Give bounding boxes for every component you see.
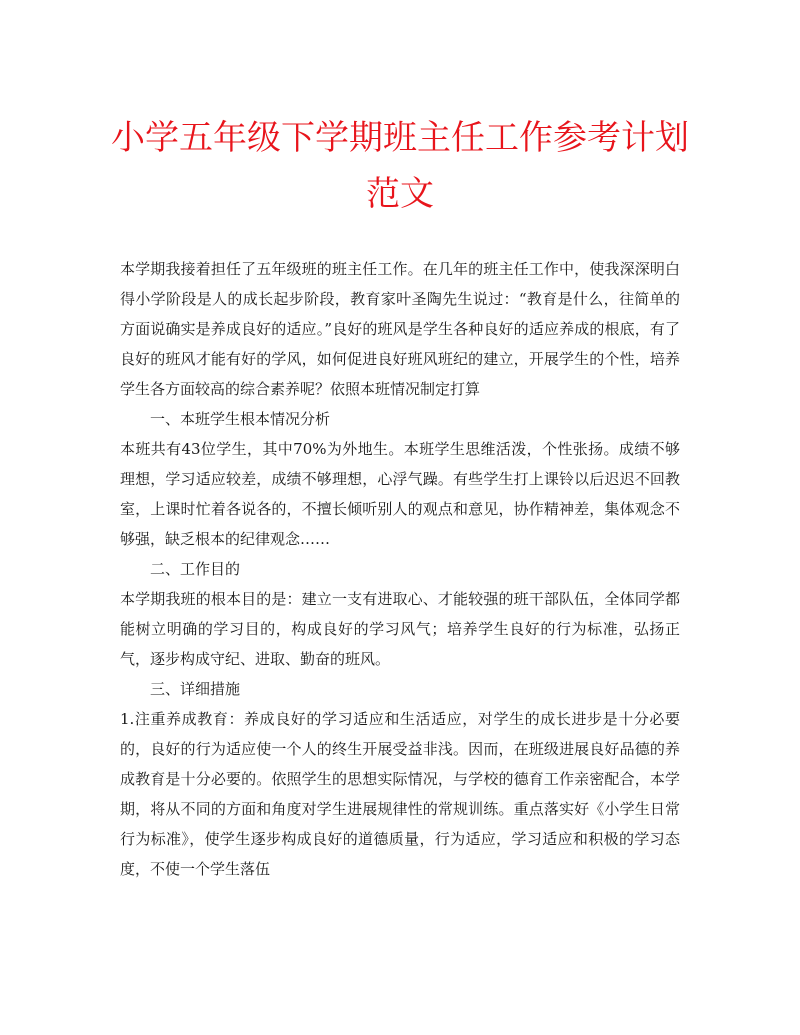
section-text-analysis: 本班共有43位学生，其中70%为外地生。本班学生思维活泼，个性张扬。成绩不够理想，学习适应较差，成绩不够理想，心浮气躁。有些学生打上课铃以后迟迟不回教室，上课时忙着各说各的，不擅长倾听别人的观点和意见，协作精神差，集体观念不够强，缺乏根本的纪律观念…… bbox=[120, 440, 680, 548]
section-text-measures: 1.注重养成教育：养成良好的学习适应和生活适应，对学生的成长进步是十分必要的，良好的行为适应使一个人的终生开展受益非浅。因而，在班级进展良好品德的养成教育是十分必要的。依照学生的思想实际情况，与学校的德育工作亲密配合，本学期，将从不同的方面和角度对学生进展规律性的常规训练。重点落实好《小学生日常行为标准》，使学生逐步构成良好的道德质量，行为适应，学习适应和积极的学习态度，不使一个学生落伍 bbox=[120, 710, 680, 878]
section-heading-analysis: 一、本班学生根本情况分析 bbox=[150, 410, 331, 428]
section-heading-goals: 二、工作目的 bbox=[150, 560, 241, 578]
document-title: 小学五年级下学期班主任工作参考计划范文 bbox=[111, 118, 689, 214]
section-text-goals: 本学期我班的根本目的是：建立一支有进取心、才能较强的班干部队伍，全体同学都能树立明确的学习目的，构成良好的学习风气；培养学生良好的行为标准，弘扬正气，逐步构成守纪、进取、勤奋的班风。 bbox=[120, 590, 680, 668]
section-heading-measures: 三、详细措施 bbox=[150, 680, 241, 698]
document-body bbox=[120, 254, 680, 884]
intro-paragraph: 本学期我接着担任了五年级班的班主任工作。在几年的班主任工作中，使我深深明白得小学阶段是人的成长起步阶段，教育家叶圣陶先生说过：“教育是什么，往简单的方面说确实是养成良好的适应。”良好的班风是学生各种良好的适应养成的根底，有了良好的班风才能有好的学风，如何促进良好班风班纪的建立，开展学生的个性，培养学生各方面较高的综合素养呢？依照本班情况制定打算 bbox=[120, 260, 680, 398]
